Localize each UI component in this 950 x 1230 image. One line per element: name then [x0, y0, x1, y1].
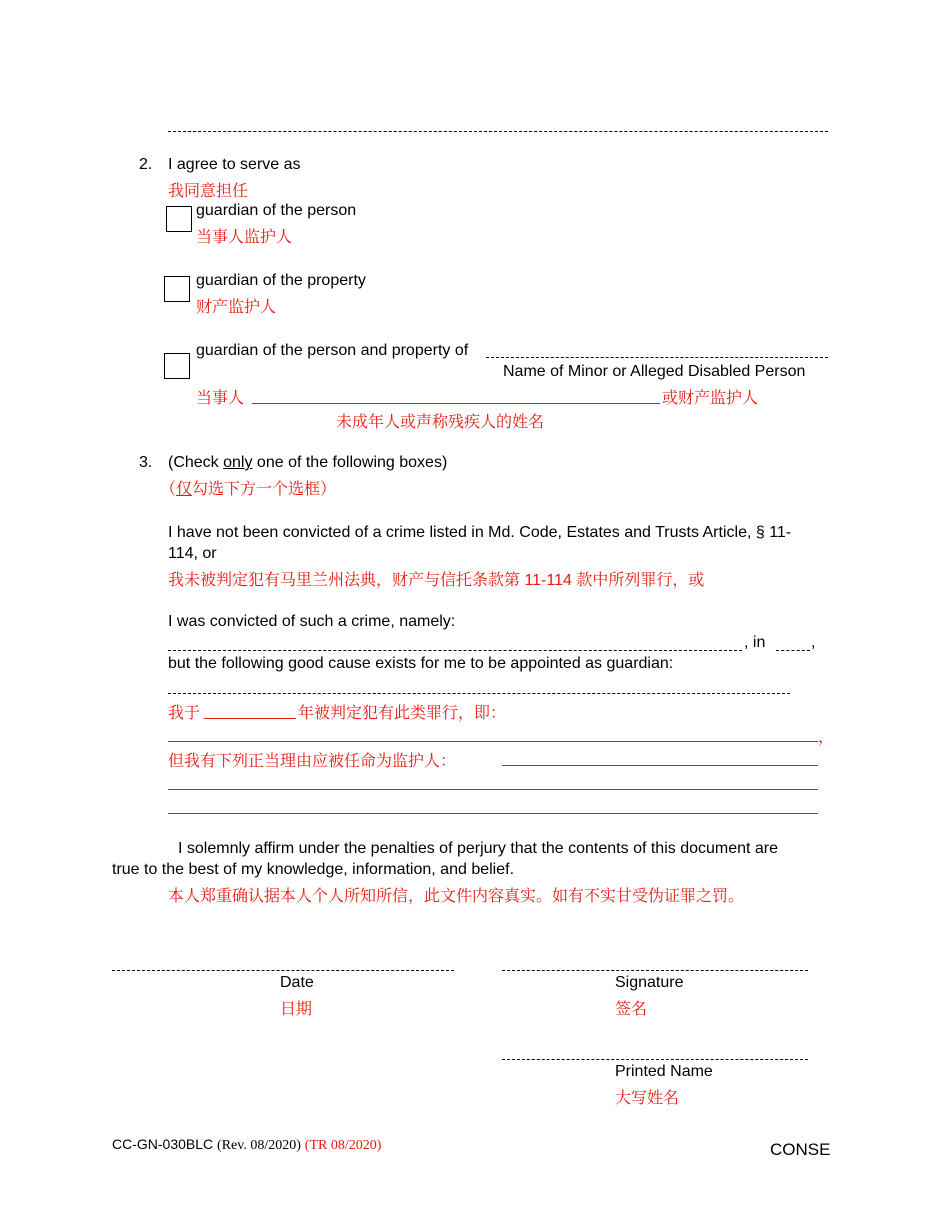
footer-right-label: CONSE	[770, 1140, 831, 1159]
instruction-zh-suffix: 勾选下方一个选框）	[192, 481, 337, 498]
not-convicted-zh: 我未被判定犯有马里兰州法典，财产与信托条款第 11-114 款中所列罪行，或	[168, 572, 705, 589]
item-3-instruction	[168, 454, 447, 472]
good-cause-fill-line-zh-2[interactable]	[168, 789, 818, 790]
year-fill-line-zh[interactable]	[204, 718, 296, 719]
name-fill-line[interactable]	[486, 357, 828, 358]
item-3-number: 3.	[139, 454, 153, 471]
comma-zh: ，	[818, 729, 835, 746]
name-caption: Name of Minor or Alleged Disabled Person	[503, 363, 806, 380]
date-label: Date	[280, 974, 314, 991]
top-fill-line	[168, 131, 828, 132]
name-caption-zh: 未成年人或声称残疾人的姓名	[336, 414, 545, 431]
not-convicted-line-1: I have not been convicted of a crime listed in Md. Code, Estates and Trusts Article, § 11-	[168, 524, 792, 541]
signature-line[interactable]	[502, 970, 808, 971]
year-fill-line[interactable]	[776, 650, 810, 651]
instruction-prefix: (Check	[168, 454, 224, 471]
option-guardian-property: guardian of the property	[196, 272, 366, 289]
good-cause-fill-line-zh-1[interactable]	[502, 765, 818, 766]
item-3-instruction-zh	[160, 476, 336, 499]
checkbox-guardian-person-property[interactable]	[164, 353, 190, 379]
form-code: CC-GN-030BLC	[112, 1136, 214, 1152]
form-rev: (Rev. 08/2020)	[217, 1138, 301, 1153]
instruction-zh-prefix: （	[160, 481, 177, 498]
year-comma: ,	[811, 634, 816, 651]
checkbox-guardian-property[interactable]	[164, 276, 190, 302]
crime-fill-line[interactable]	[168, 650, 742, 651]
instruction-zh-only: 仅	[176, 481, 193, 498]
not-convicted-line-2: 114, or	[168, 545, 217, 562]
crime-fill-line-zh[interactable]	[168, 741, 818, 742]
good-cause-fill-line[interactable]	[168, 693, 790, 694]
instruction-only: only	[223, 454, 253, 471]
option-guardian-person-property: guardian of the person and property of	[196, 342, 469, 359]
item-2-text-zh: 我同意担任	[168, 183, 249, 200]
item-2-text: I agree to serve as	[168, 156, 301, 173]
footer-form-code	[112, 1136, 381, 1154]
printed-name-label-zh: 大写姓名	[615, 1090, 680, 1107]
good-cause-text: but the following good cause exists for me to be appointed as guardian:	[168, 655, 674, 672]
convicted-zh-2: 年被判定犯有此类罪行，即：	[298, 705, 507, 722]
good-cause-zh: 但我有下列正当理由应被任命为监护人：	[168, 753, 457, 770]
name-fill-line-zh[interactable]	[252, 403, 660, 404]
affirm-line-1: I solemnly affirm under the penalties of perjury that the contents of this document are	[178, 840, 779, 857]
item-2-number: 2.	[139, 156, 153, 173]
option-guardian-person: guardian of the person	[196, 202, 357, 219]
signature-label-zh: 签名	[615, 1001, 648, 1018]
option-person-zh-end: 或财产监护人	[662, 390, 759, 407]
form-tr: (TR 08/2020)	[304, 1138, 382, 1153]
option-person-zh-start: 当事人	[196, 390, 245, 407]
date-line[interactable]	[112, 970, 454, 971]
date-label-zh: 日期	[280, 1001, 313, 1018]
in-label: , in	[744, 634, 766, 651]
convicted-zh-1: 我于	[168, 705, 201, 722]
affirm-line-2: true to the best of my knowledge, information, and belief.	[112, 861, 515, 878]
option-guardian-person-zh: 当事人监护人	[196, 229, 293, 246]
good-cause-fill-line-zh-3[interactable]	[168, 813, 818, 814]
convicted-text: I was convicted of such a crime, namely:	[168, 613, 456, 630]
printed-name-line[interactable]	[502, 1059, 808, 1060]
option-guardian-property-zh: 财产监护人	[196, 299, 277, 316]
affirm-zh: 本人郑重确认据本人个人所知所信，此文件内容真实。如有不实甘受伪证罪之罚。	[168, 888, 745, 905]
signature-label: Signature	[615, 974, 684, 991]
instruction-suffix: one of the following boxes)	[252, 454, 448, 471]
checkbox-guardian-person[interactable]	[166, 206, 192, 232]
printed-name-label: Printed Name	[615, 1063, 713, 1080]
